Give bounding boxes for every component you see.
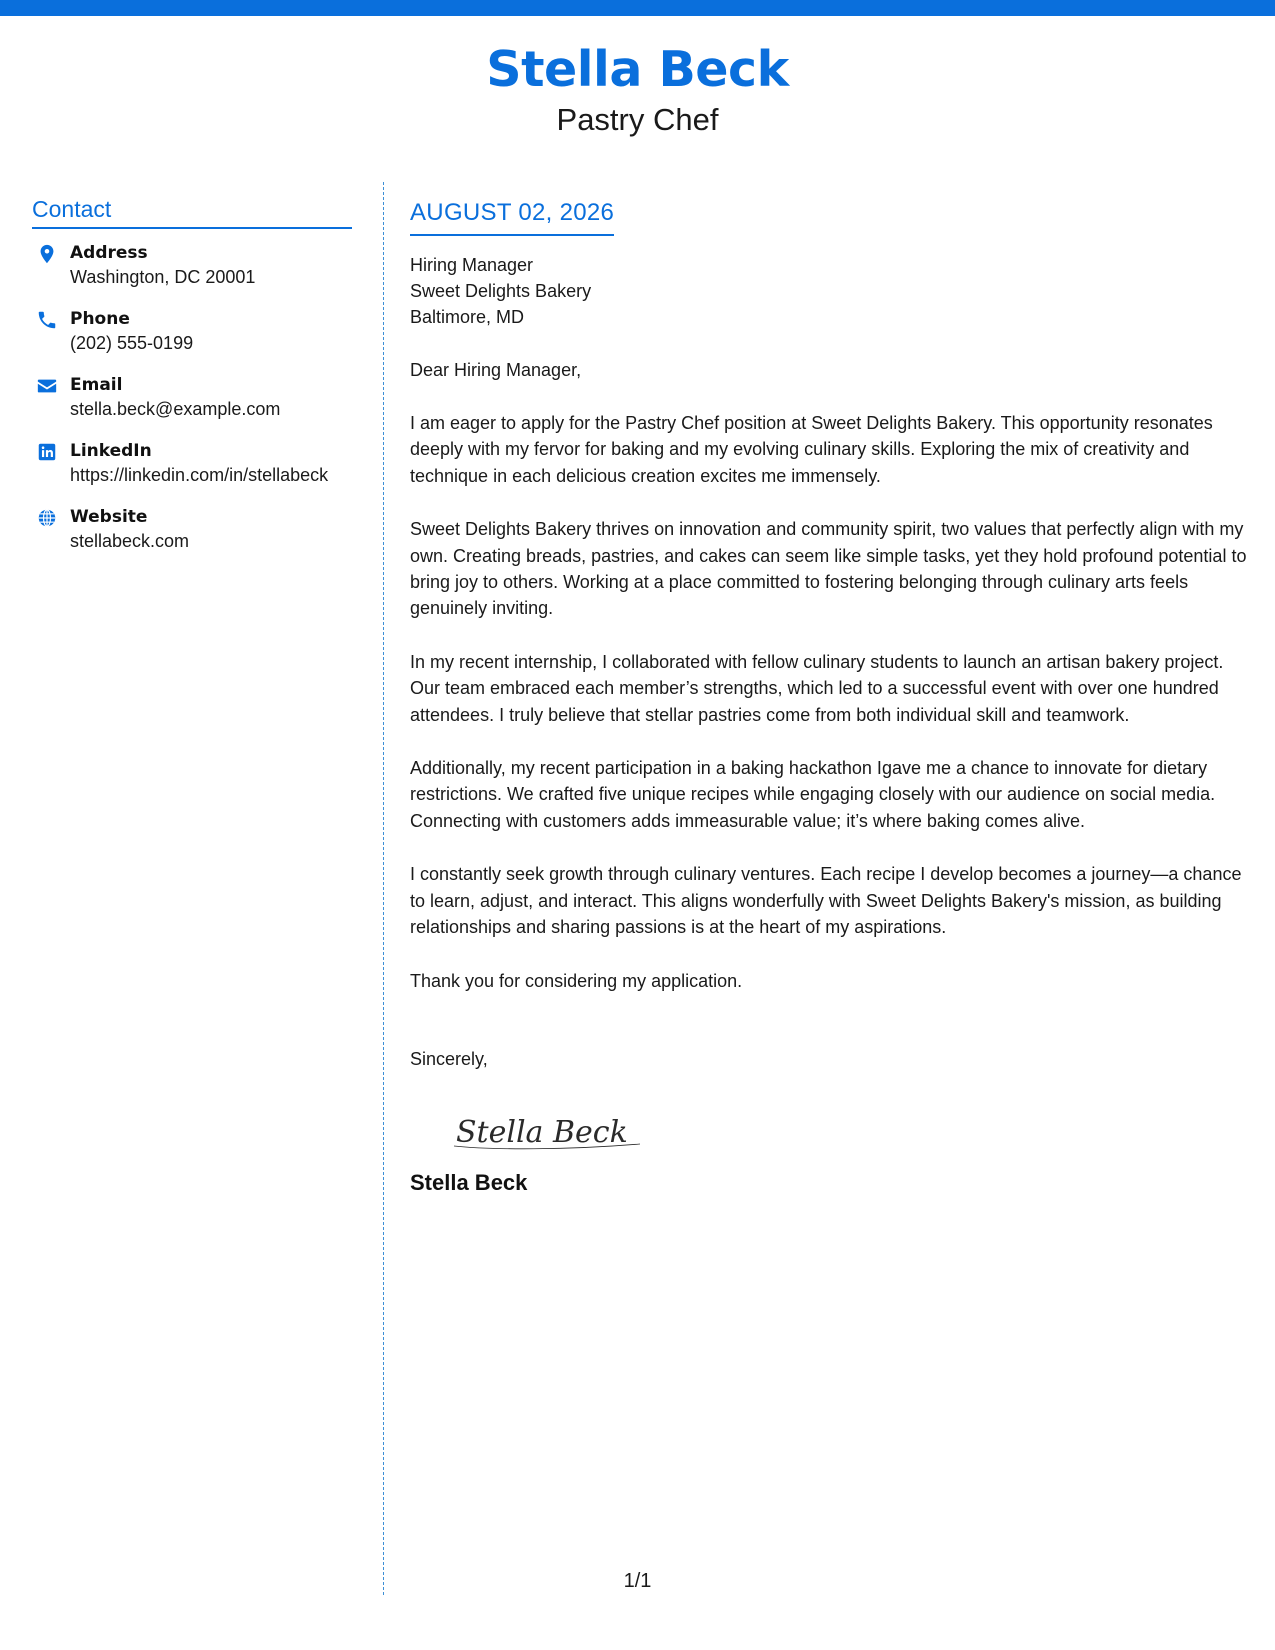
applicant-name: Stella Beck: [486, 41, 789, 98]
salutation: Dear Hiring Manager,: [410, 360, 582, 380]
header: [0, 40, 1275, 138]
signer-name: Stella Beck: [410, 1169, 528, 1195]
contact-item-website: [32, 505, 352, 553]
body-paragraph: I constantly seek growth through culinary ventures. Each recipe I develop becomes a journey—a chance to learn, adjust, and interact. This aligns wonderfully with Sweet Delights Bakery's mission, as building relationships and sharing passions is at the heart of my aspirations.: [410, 864, 1242, 938]
envelope-icon: [36, 375, 58, 397]
contact-sidebar: [32, 194, 352, 571]
contact-item-address: [32, 241, 352, 289]
body-paragraph: I am eager to apply for the Pastry Chef position at Sweet Delights Bakery. This opportunity resonates deeply with my fervor for baking and my evolving culinary skills. Exploring the mix of creativity and technique in each delicious creation excites me immensely.: [410, 413, 1213, 486]
contact-list: [32, 241, 352, 553]
recipient-line: Sweet Delights Bakery: [410, 281, 592, 301]
linkedin-icon: [36, 441, 58, 463]
body-paragraph: In my recent internship, I collaborated with fellow culinary students to launch an artisan bakery project. Our team embraced each member’s strengths, which led to a successful event with over one hundred attendees. I truly believe that stellar pastries come from both individual skill and teamwork.: [410, 651, 1224, 725]
address-value: Washington, DC 20001: [70, 267, 256, 287]
recipient-line: Baltimore, MD: [410, 307, 525, 327]
svg-text:Stella Beck: Stella Beck: [456, 1114, 628, 1150]
globe-icon: [36, 507, 58, 529]
column-divider: [383, 182, 384, 1595]
linkedin-value[interactable]: https://linkedin.com/in/stellabeck: [70, 465, 329, 485]
letter-body: [410, 196, 1255, 1198]
contact-item-linkedin: [32, 439, 352, 487]
job-title: Pastry Chef: [556, 102, 719, 137]
body-paragraph: Additionally, my recent participation in a baking hackathon Igave me a chance to innovate for dietary restrictions. We crafted five unique recipes while engaging closely with our audience on social media. Connecting with customers adds immeasurable value; it’s where baking comes alive.: [410, 758, 1216, 831]
body-paragraph: Thank you for considering my application.: [410, 970, 743, 991]
phone-icon: [36, 309, 58, 331]
contact-label: Email: [70, 375, 123, 395]
recipient-block: [410, 252, 1255, 330]
top-accent-bar: [0, 0, 1275, 16]
contact-heading: Contact: [32, 194, 352, 229]
letter-date: AUGUST 02, 2026: [410, 196, 614, 236]
contact-item-phone: [32, 307, 352, 355]
page-number: 1/1: [623, 1570, 652, 1592]
body-paragraph: Sweet Delights Bakery thrives on innovation and community spirit, two values that perfectly align with my own. Creating breads, pastries, and cakes can seem like simple tasks, yet they hold profound potential to bring joy to others. Working at a place committed to fostering belonging through culinary arts feels genuinely inviting.: [410, 519, 1247, 619]
map-pin-icon: [36, 243, 58, 265]
contact-label: Website: [70, 507, 148, 527]
email-value[interactable]: stella.beck@example.com: [70, 399, 281, 419]
contact-label: LinkedIn: [70, 441, 152, 461]
handwritten-signature: [450, 1100, 650, 1160]
contact-label: Address: [70, 243, 148, 263]
contact-item-email: [32, 373, 352, 421]
phone-value[interactable]: (202) 555-0199: [70, 333, 194, 353]
contact-label: Phone: [70, 309, 130, 329]
closing: Sincerely,: [410, 1048, 488, 1069]
website-value[interactable]: stellabeck.com: [70, 531, 190, 551]
recipient-line: Hiring Manager: [410, 255, 534, 275]
